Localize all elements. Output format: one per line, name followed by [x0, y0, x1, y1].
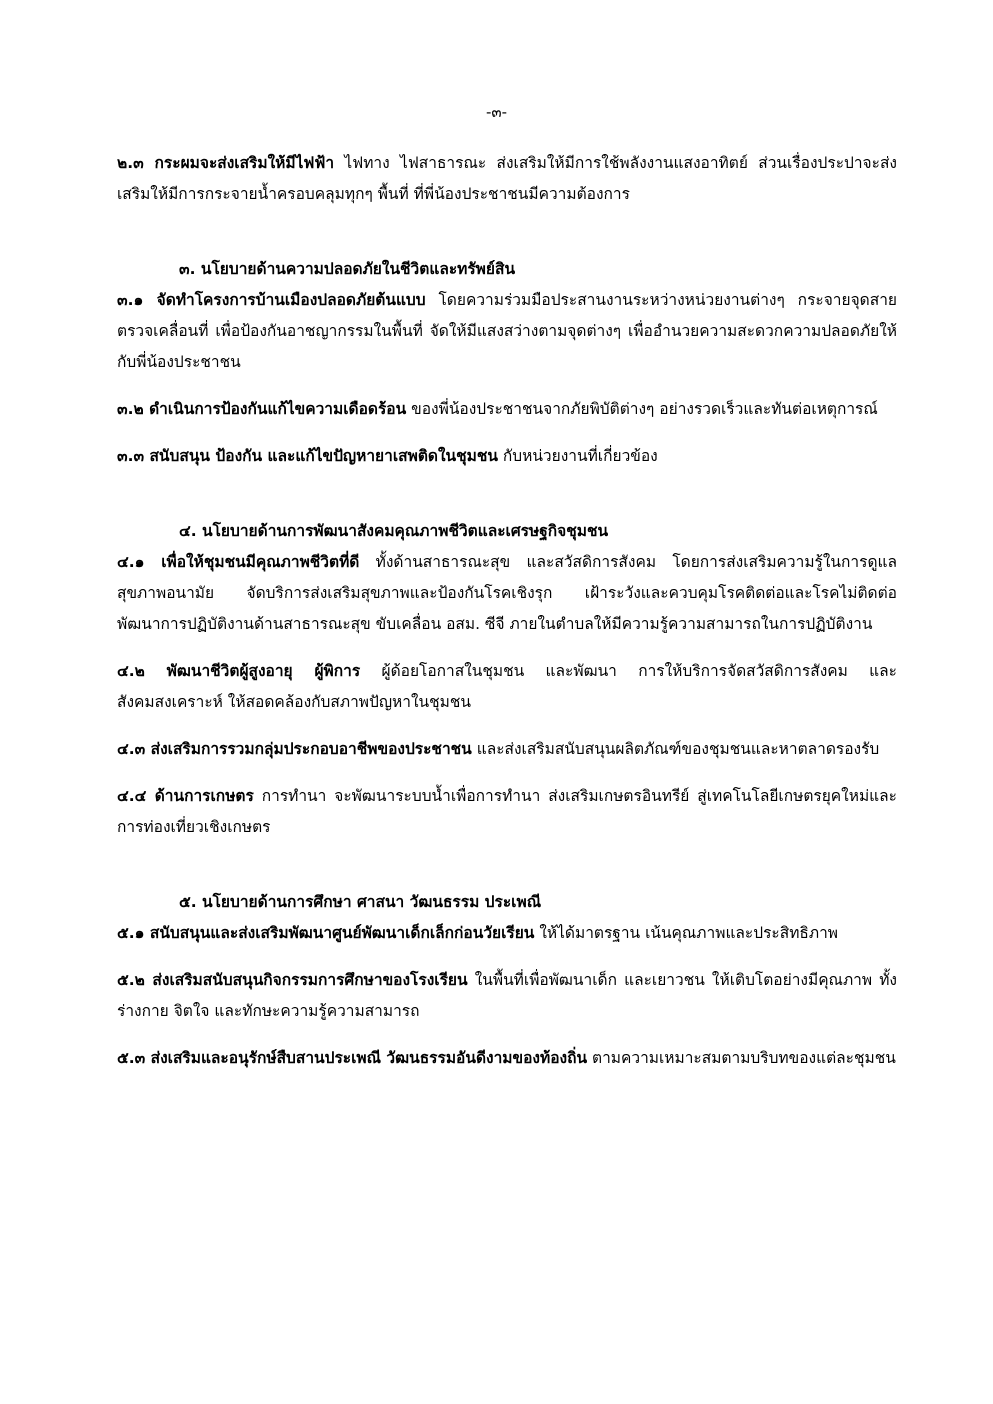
- policy-item-text: ทั้งด้านสาธารณะสุข และสวัสดิการสังคม โดยการส่งเสริมความรู้ในการดูแลสุขภาพอนามัย จัดบริการส่งเสริมสุขภาพและป้องกันโรคเชิงรุก เฝ้าระวังและควบคุมโรคติดต่อและโรคไม่ติดต่อพัฒนาการปฏิบัติงานด้านสาธารณะสุข ขับเคลื่อน อสม. ซีจี ภายในตำบลให้มีความรู้ความสามารถในการปฏิบัติงาน: [117, 553, 897, 633]
- policy-item-3-3: [117, 441, 897, 472]
- policy-item-title: ๕.๒ ส่งเสริมสนับสนุนกิจกรรมการศึกษาของโรงเรียน: [117, 971, 468, 989]
- policy-item-title: ๒.๓ กระผมจะส่งเสริมให้มีไฟฟ้า: [117, 154, 335, 172]
- section-heading-5: ๕. นโยบายด้านการศึกษา ศาสนา วัฒนธรรม ประเพณี: [179, 893, 542, 911]
- policy-item-4-4: [117, 781, 897, 843]
- policy-item-text: ให้ได้มาตรฐาน เน้นคุณภาพและประสิทธิภาพ: [534, 924, 839, 942]
- policy-item-4-1: [117, 547, 897, 640]
- policy-item-title: ๕.๑ สนับสนุนและส่งเสริมพัฒนาศูนย์พัฒนาเด็กเล็กก่อนวัยเรียน: [117, 924, 535, 942]
- policy-item-title: ๔.๒ พัฒนาชีวิตผู้สูงอายุ ผู้พิการ: [117, 662, 361, 680]
- policy-item-title: ๔.๓ ส่งเสริมการรวมกลุ่มประกอบอาชีพของประชาชน: [117, 740, 472, 758]
- policy-item-text: ของพี่น้องประชาชนจากภัยพิบัติต่างๆ อย่างรวดเร็วและทันต่อเหตุการณ์: [406, 400, 878, 418]
- document-body: [117, 148, 897, 1090]
- policy-item-5-2: [117, 965, 897, 1027]
- policy-item-text: ไฟทาง ไฟสาธารณะ ส่งเสริมให้มีการใช้พลังงานแสงอาทิตย์ ส่วนเรื่องประปาจะส่งเสริมให้มีการกระจายน้ำครอบคลุมทุกๆ พื้นที่ ที่พี่น้องประชาชนมีความต้องการ: [117, 154, 897, 203]
- policy-item-title: ๓.๑ จัดทำโครงการบ้านเมืองปลอดภัยต้นแบบ: [117, 291, 426, 309]
- policy-item-text: ตามความเหมาะสมตามบริบทของแต่ละชุมชน: [587, 1049, 896, 1067]
- policy-item-title: ๕.๓ ส่งเสริมและอนุรักษ์สืบสานประเพณี วัฒนธรรมอันดีงามของท้องถิ่น: [117, 1049, 588, 1067]
- policy-item-3-2: [117, 394, 897, 425]
- policy-item-4-2: [117, 656, 897, 718]
- policy-item-3-1: [117, 285, 897, 378]
- policy-item-text: การทำนา จะพัฒนาระบบน้ำเพื่อการทำนา ส่งเสริมเกษตรอินทรีย์ สู่เทคโนโลยีเกษตรยุคใหม่และการท่องเที่ยวเชิงเกษตร: [117, 787, 897, 836]
- policy-item-text: ผู้ด้อยโอกาสในชุมชน และพัฒนา การให้บริการจัดสวัสดิการสังคม และสังคมสงเคราะห์ ให้สอดคล้องกับสภาพปัญหาในชุมชน: [117, 662, 897, 711]
- policy-item-text: และส่งเสริมสนับสนุนผลิตภัณฑ์ของชุมชนและหาตลาดรองรับ: [471, 740, 880, 758]
- policy-item-5-3: [117, 1043, 897, 1074]
- policy-item-5-1: [117, 918, 897, 949]
- section-heading-3: ๓. นโยบายด้านความปลอดภัยในชีวิตและทรัพย์สิน: [179, 260, 516, 278]
- policy-item-title: ๓.๓ สนับสนุน ป้องกัน และแก้ไขปัญหายาเสพติดในชุมชน: [117, 447, 498, 465]
- policy-item-text: ในพื้นที่เพื่อพัฒนาเด็ก และเยาวชน ให้เติบโตอย่างมีคุณภาพ ทั้งร่างกาย จิตใจ และทักษะความรู้ความสามารถ: [117, 971, 897, 1020]
- policy-item-title: ๔.๑ เพื่อให้ชุมชนมีคุณภาพชีวิตที่ดี: [117, 553, 360, 571]
- section-heading-4: ๔. นโยบายด้านการพัฒนาสังคมคุณภาพชีวิตและเศรษฐกิจชุมชน: [179, 522, 609, 540]
- policy-item-text: โดยความร่วมมือประสานงานระหว่างหน่วยงานต่างๆ กระจายจุดสายตรวจเคลื่อนที่ เพื่อป้องกันอาชญากรรมในพื้นที่ จัดให้มีแสงสว่างตามจุดต่างๆ เพื่ออำนวยความสะดวกความปลอดภัยให้กับพี่น้องประชาชน: [117, 291, 897, 371]
- policy-item-4-3: [117, 734, 897, 765]
- policy-item-title: ๔.๔ ด้านการเกษตร: [117, 787, 254, 805]
- policy-item-2-3: [117, 148, 897, 210]
- policy-item-text: กับหน่วยงานที่เกี่ยวข้อง: [497, 447, 658, 465]
- policy-item-title: ๓.๒ ดำเนินการป้องกันแก้ไขความเดือดร้อน: [117, 400, 407, 418]
- page-number: -๓-: [485, 103, 508, 121]
